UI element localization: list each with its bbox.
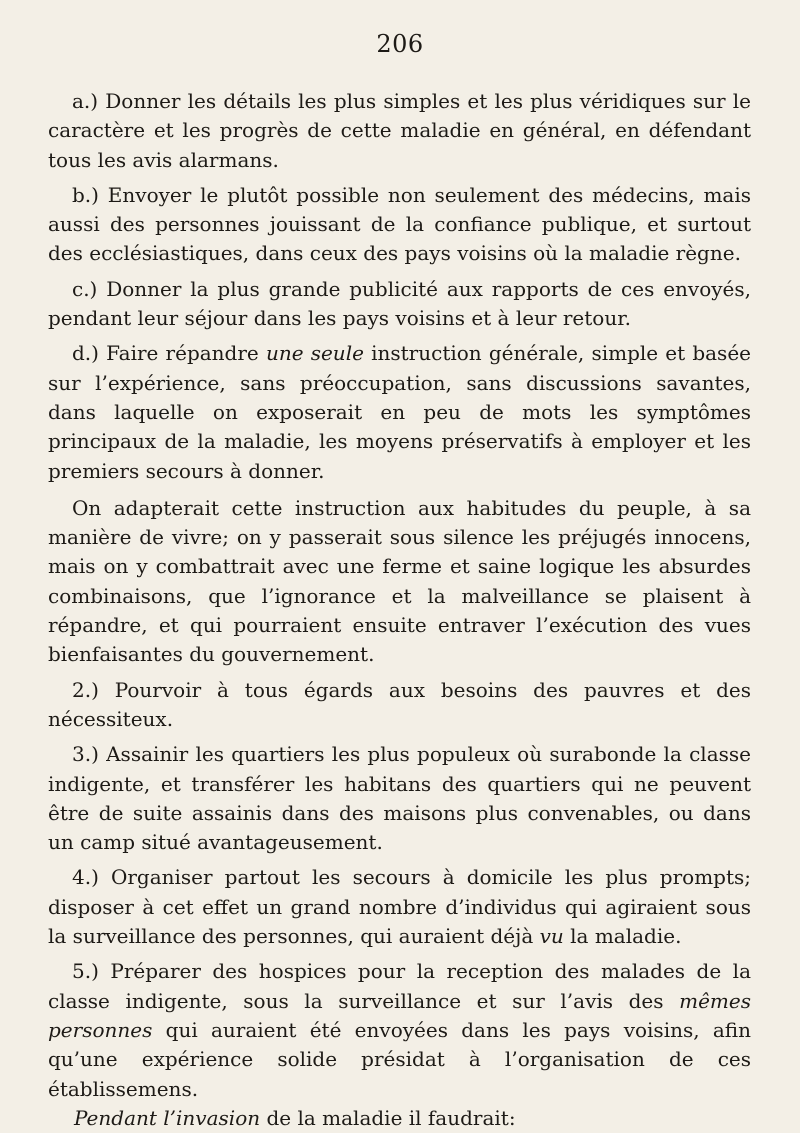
closing-text: de la maladie il faudrait:	[260, 1105, 516, 1130]
paragraph-d-emphasis: une seule	[265, 341, 364, 366]
paragraph-d	[48, 339, 751, 485]
paragraph-d-end: instruction générale, simple et basée sur l’expérience, sans préoccupation, sans discussions savantes, dans laquelle on exposerait en peu de mots les symptômes principaux de la maladie, les moyens préservatifs à employer et les premiers secours à donner.	[48, 341, 751, 483]
page-text	[48, 87, 751, 1133]
item-3-paragraph: 3.) Assainir les quartiers les plus populeux où surabonde la classe indigente, et transférer les habitans des quartiers qui ne peuvent être de suite assainis dans des maisons plus convenables, ou dans un camp situé avantageusement.	[48, 742, 751, 855]
closing-line	[48, 1104, 751, 1133]
paragraph-d-start: d.) Faire répandre	[72, 341, 266, 366]
closing-emphasis: Pendant l’invasion	[74, 1105, 261, 1130]
paragraph-b: b.) Envoyer le plutôt possible non seulement des médecins, mais aussi des personnes jouissant de la confiance publique, et surtout des ecclésiastiques, dans ceux des pays voisins où la maladie règne.	[48, 182, 751, 266]
instruction-note-paragraph: On adapterait cette instruction aux habitudes du peuple, à sa manière de vivre; on y passerait sous silence les préjugés innocens, mais on y combattrait avec une ferme et saine logique les absurdes combinaisons, que l’ignorance et la malveillance se plaisent à répandre, et qui pourraient ensuite entraver l’exécution des vues bienfaisantes du gouvernement.	[48, 495, 751, 667]
item-5-start: 5.) Préparer des hospices pour la reception des malades de la classe indigente, sous la surveillance et sur l’avis des	[48, 959, 751, 1013]
item-5-emphasis: mêmes personnes	[48, 988, 751, 1042]
page-number: 206	[376, 30, 424, 58]
item-4-end: la maladie.	[563, 924, 682, 949]
paragraph-a: a.) Donner les détails les plus simples et les plus véridiques sur le caractère et les progrès de cette maladie en général, en défendant tous les avis alarmans.	[48, 89, 751, 172]
paragraph-c: c.) Donner la plus grande publicité aux rapports de ces envoyés, pendant leur séjour dans les pays voisins et à leur retour.	[48, 276, 751, 331]
item-4-start: 4.) Organiser partout les secours à domicile les plus prompts; disposer à cet effet un grand nombre d’individus qui agiraient sous la surveillance des personnes, qui auraient déjà	[48, 865, 751, 949]
item-2-paragraph: 2.) Pourvoir à tous égards aux besoins des pauvres et des nécessiteux.	[48, 677, 751, 731]
item-5-paragraph	[48, 957, 751, 1103]
item-4-paragraph	[48, 863, 751, 951]
item-4-emphasis: vu	[539, 924, 564, 949]
item-5-end: qui auraient été envoyées dans les pays voisins, afin qu’une expérience solide présidat à l’organisation de ces établissemens.	[48, 1017, 751, 1101]
